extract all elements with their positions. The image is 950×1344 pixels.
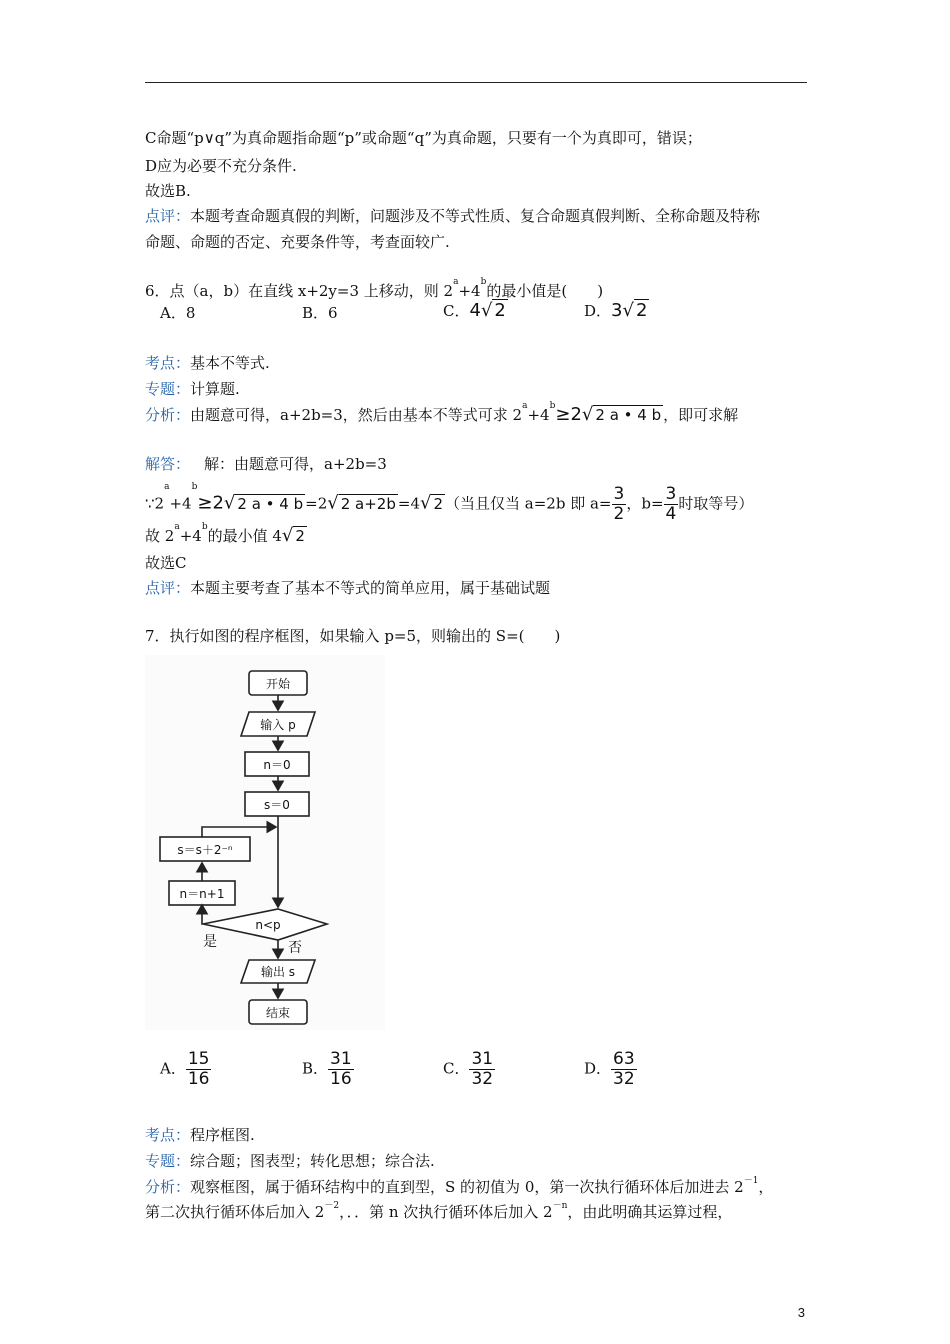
q7-option-a-label: A． bbox=[160, 1059, 186, 1078]
q6-jieda-2: $\because 2^a+4^b\ge 2√$ 2 a • 4 b =2√ 2 a+2b =4√ 2 （当且仅当 a=2b 即 a= $\frac{3}{2}$ ，b= $\frac{3}{4}$ 时取等号） bbox=[145, 482, 754, 524]
flow-start-label: 开始 bbox=[265, 677, 291, 691]
fenxi-post: ，即可求解 bbox=[663, 406, 739, 424]
q6-fenxi: 分析：由题意可得，a+2b=3，然后由基本不等式可求 $2^a+4^b\ge 2√$ 2 a • 4 b ，即可求解 bbox=[145, 401, 739, 425]
flow-no-label: 否 bbox=[288, 940, 302, 956]
q7-frac-b-num: 31 bbox=[330, 1049, 352, 1069]
q7-kaodian bbox=[145, 1124, 255, 1145]
flow-input-label: 输入 p bbox=[260, 718, 296, 732]
jieda-cond-post: 时取等号） bbox=[678, 494, 754, 513]
jieda-eq1: =2 bbox=[305, 494, 328, 513]
q7-option-d-label: D． bbox=[584, 1059, 612, 1078]
fenxi-ge: ≥2 bbox=[555, 404, 582, 425]
jieda-eq2: =4 bbox=[397, 494, 420, 513]
q7-frac-d-den: 32 bbox=[613, 1069, 635, 1089]
q7-zhuanti bbox=[145, 1150, 435, 1171]
q7-frac-a-den: 16 bbox=[187, 1069, 210, 1089]
q7-fenxi-1-sup: －1 bbox=[743, 1176, 759, 1186]
jieda-plus4: +4 bbox=[169, 494, 192, 513]
q7-fenxi-1: 观察框图，属于循环结构中的直到型，S 的初值为 0，第一次执行循环体后加进去 2 bbox=[190, 1178, 744, 1196]
prev-line-1: C命题“p∨q”为真命题指命题“p”或命题“q”为真命题，只要有一个为真即可，错误； bbox=[145, 129, 702, 147]
min-rad: 2 bbox=[295, 527, 305, 545]
q7-kaodian-label: 考点： bbox=[145, 1126, 191, 1144]
q6-plus4: +4 bbox=[458, 282, 481, 300]
q7-fenxi-2b: ，．．第 n 次执行循环体后加入 2 bbox=[339, 1203, 553, 1221]
frac-b-num: 3 bbox=[665, 484, 677, 504]
q7-frac-b bbox=[328, 1050, 354, 1089]
kaodian-label: 考点： bbox=[145, 354, 191, 372]
q6-option-c-label: C． bbox=[443, 302, 470, 320]
q6-jieda bbox=[145, 453, 387, 474]
fenxi-plus4: +4 bbox=[527, 406, 550, 424]
q7-fenxi bbox=[145, 1176, 773, 1197]
q7-fenxi-2c: ，由此明确其运算过程， bbox=[567, 1203, 733, 1221]
flow-yes-label: 是 bbox=[203, 934, 217, 950]
q6-option-c: C．4√ 2 bbox=[443, 300, 506, 321]
jieda-sup-b: b bbox=[191, 482, 198, 492]
comment-label: 点评： bbox=[145, 207, 191, 225]
min-pre: 故 2 bbox=[145, 527, 175, 545]
q6-option-d-label: D． bbox=[584, 302, 612, 320]
flow-update-n-label: n＝n+1 bbox=[179, 887, 225, 901]
q7-zhuanti-text: 综合题；图表型；转化思想；综合法. bbox=[190, 1152, 435, 1170]
header-rule bbox=[145, 82, 807, 83]
q7-option-b bbox=[302, 1050, 354, 1089]
frac-a bbox=[612, 485, 627, 524]
jieda-rad-1: 2 a • 4 b bbox=[237, 494, 304, 513]
q6-option-c-coef: 4 bbox=[469, 300, 481, 321]
frac-b-den: 4 bbox=[665, 504, 677, 524]
min-mid: 的最小值 4 bbox=[207, 527, 282, 545]
q7-option-c bbox=[443, 1050, 495, 1089]
q7-frac-a bbox=[186, 1050, 212, 1089]
q6-option-d: D．3√ 2 bbox=[584, 300, 648, 321]
flowchart bbox=[145, 655, 385, 1030]
q6-option-d-coef: 3 bbox=[611, 300, 623, 321]
q7-fenxi-1-end: ， bbox=[758, 1178, 774, 1196]
q6-option-b: B．6 bbox=[302, 304, 338, 322]
jieda-because: ∵2 bbox=[145, 494, 165, 513]
q7-fenxi-2-sup2: －n bbox=[552, 1201, 568, 1211]
jieda-label: 解答： bbox=[145, 455, 191, 473]
q6-stem bbox=[145, 277, 604, 301]
q6-kaodian bbox=[145, 352, 270, 373]
q7-option-c-label: C． bbox=[443, 1059, 470, 1078]
frac-a-num: 3 bbox=[613, 484, 625, 504]
fenxi-sup-a: a bbox=[522, 401, 528, 411]
q6-min: 故 $2^a+4^b$的最小值 4√ 2 bbox=[145, 522, 305, 546]
comment-text: 本题考查命题真假的判断，问题涉及不等式性质、复合命题真假判断、全称命题及特称 bbox=[190, 207, 761, 225]
jieda-sup-a: a bbox=[164, 482, 170, 492]
jieda-rad-3: 2 bbox=[433, 494, 444, 513]
jieda-line-1: 解：由题意可得，a+2b=3 bbox=[204, 455, 387, 473]
page-number: 3 bbox=[797, 1305, 805, 1320]
fenxi-rad: 2 a • 4 b bbox=[595, 406, 662, 424]
q6-answer: 故选C bbox=[145, 554, 187, 572]
q7-frac-c-den: 32 bbox=[471, 1069, 494, 1089]
q7-stem: 7．执行如图的程序框图，如果输入 p=5，则输出的 S=( ) bbox=[145, 627, 561, 645]
prev-line-2: D应为必要不充分条件. bbox=[145, 157, 297, 175]
q7-frac-c-num: 31 bbox=[471, 1049, 494, 1069]
q6-option-a: A．8 bbox=[160, 304, 196, 322]
min-sup-b: b bbox=[201, 522, 208, 532]
q7-frac-a-num: 15 bbox=[187, 1049, 210, 1069]
flow-n0-label: n＝0 bbox=[263, 758, 291, 772]
q7-zhuanti-label: 专题： bbox=[145, 1152, 191, 1170]
q6-option-d-rad: 2 bbox=[635, 300, 648, 321]
frac-b bbox=[664, 485, 679, 524]
frac-a-den: 2 bbox=[613, 504, 625, 524]
prev-answer: 故选B. bbox=[145, 182, 191, 200]
q7-frac-b-den: 16 bbox=[330, 1069, 352, 1089]
q7-fenxi-2 bbox=[145, 1201, 732, 1222]
flow-update-s-label: s＝s＋2⁻ⁿ bbox=[177, 843, 233, 857]
q6-sup-a: a bbox=[453, 277, 459, 287]
jieda-rad-2: 2 a+2b bbox=[340, 494, 396, 513]
q6-stem-pre: 6．点（a，b）在直线 x+2y=3 上移动，则 2 bbox=[145, 282, 454, 300]
q6-comment bbox=[145, 577, 550, 598]
kaodian-text: 基本不等式. bbox=[190, 354, 270, 372]
q6-sup-b: b bbox=[480, 277, 487, 287]
q7-option-b-label: B． bbox=[302, 1059, 329, 1078]
q7-fenxi-label: 分析： bbox=[145, 1178, 191, 1196]
prev-comment bbox=[145, 205, 760, 226]
fenxi-label: 分析： bbox=[145, 406, 191, 424]
q7-option-d bbox=[584, 1050, 637, 1089]
q6-comment-text: 本题主要考查了基本不等式的简单应用，属于基础试题 bbox=[190, 579, 551, 597]
q7-option-a bbox=[160, 1050, 211, 1089]
q7-frac-d bbox=[611, 1050, 637, 1089]
fenxi-sup-b: b bbox=[549, 401, 556, 411]
fenxi-pre: 由题意可得，a+2b=3，然后由基本不等式可求 2 bbox=[190, 406, 523, 424]
q7-fenxi-2-sup1: －2 bbox=[324, 1201, 340, 1211]
jieda-comma-b: ，b= bbox=[626, 494, 664, 513]
q7-kaodian-text: 程序框图. bbox=[190, 1126, 255, 1144]
q7-fenxi-2a: 第二次执行循环体后加入 2 bbox=[145, 1203, 325, 1221]
q6-comment-label: 点评： bbox=[145, 579, 191, 597]
q7-frac-c bbox=[469, 1050, 495, 1089]
flow-s0-label: s＝0 bbox=[264, 798, 290, 812]
q6-zhuanti bbox=[145, 378, 240, 399]
flow-output-label: 输出 s bbox=[260, 965, 296, 979]
min-sup-a: a bbox=[174, 522, 180, 532]
jieda-ge: ≥2 bbox=[197, 492, 224, 514]
jieda-cond-pre: （当且仅当 a=2b 即 a= bbox=[445, 494, 612, 513]
q7-frac-d-num: 63 bbox=[613, 1049, 635, 1069]
flow-cond-label: n<p bbox=[255, 918, 281, 932]
zhuanti-label: 专题： bbox=[145, 380, 191, 398]
q6-stem-post: 的最小值是( ) bbox=[486, 282, 604, 300]
prev-comment-2: 命题、命题的否定、充要条件等，考查面较广. bbox=[145, 233, 450, 251]
min-plus4: +4 bbox=[179, 527, 202, 545]
flow-end-label: 结束 bbox=[265, 1006, 291, 1020]
zhuanti-text: 计算题. bbox=[190, 380, 240, 398]
q6-option-c-rad: 2 bbox=[494, 300, 506, 321]
